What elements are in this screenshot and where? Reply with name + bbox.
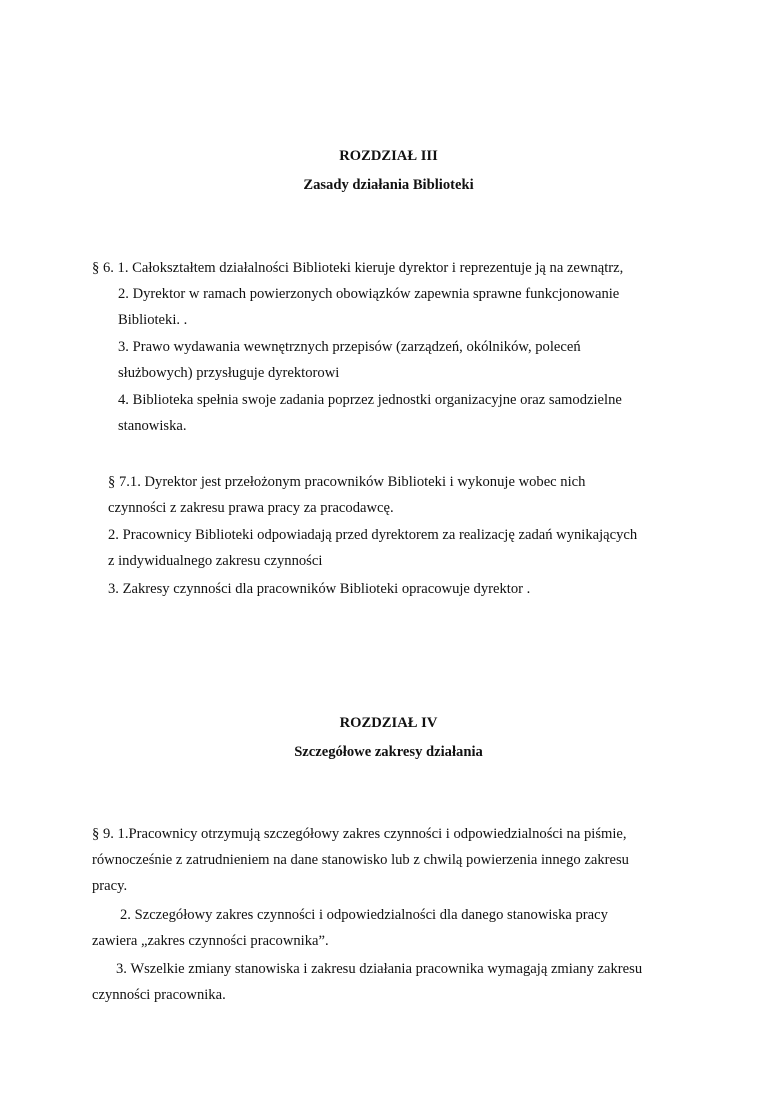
paragraph-line: czynności z zakresu prawa pracy za pracodawcę. xyxy=(108,500,394,516)
paragraph-line: 3. Wszelkie zmiany stanowiska i zakresu działania pracownika wymagają zmiany zakresu xyxy=(116,961,643,977)
paragraph-line: stanowiska. xyxy=(118,418,187,434)
paragraph-line: 2. Szczegółowy zakres czynności i odpowiedzialności dla danego stanowiska pracy xyxy=(120,907,608,923)
paragraph-line: służbowych) przysługuje dyrektorowi xyxy=(118,365,340,381)
paragraph-line: Biblioteki. . xyxy=(118,312,188,328)
paragraph-line: zawiera „zakres czynności pracownika”. xyxy=(92,933,329,949)
paragraph-line: pracy. xyxy=(92,878,128,894)
paragraph-line: § 7.1. Dyrektor jest przełożonym pracowników Biblioteki i wykonuje wobec nich xyxy=(108,474,586,490)
paragraph-line: z indywidualnego zakresu czynności xyxy=(108,553,323,569)
paragraph-line: czynności pracownika. xyxy=(92,987,226,1003)
paragraph-line: 2. Dyrektor w ramach powierzonych obowiązków zapewnia sprawne funkcjonowanie xyxy=(118,286,620,302)
paragraph-line: 3. Prawo wydawania wewnętrznych przepisów (zarządzeń, okólników, poleceń xyxy=(118,339,581,355)
paragraph-line: 4. Biblioteka spełnia swoje zadania poprzez jednostki organizacyjne oraz samodzielne xyxy=(118,392,622,408)
chapter-3-title: ROZDZIAŁ III xyxy=(339,148,438,164)
paragraph-line: równocześnie z zatrudnieniem na dane stanowisko lub z chwilą powierzenia innego zakresu xyxy=(92,852,629,868)
paragraph-line: 2. Pracownicy Biblioteki odpowiadają przed dyrektorem za realizację zadań wynikających xyxy=(108,527,638,543)
paragraph-line: 3. Zakresy czynności dla pracowników Biblioteki opracowuje dyrektor . xyxy=(108,581,531,597)
chapter-4-subtitle: Szczegółowe zakresy działania xyxy=(294,744,483,760)
paragraph-line: § 9. 1.Pracownicy otrzymują szczegółowy zakres czynności i odpowiedzialności na piśmie, xyxy=(92,826,627,842)
paragraph-line: § 6. 1. Całokształtem działalności Biblioteki kieruje dyrektor i reprezentuje ją na zewnątrz, xyxy=(92,260,624,276)
chapter-4-title: ROZDZIAŁ IV xyxy=(339,715,438,731)
chapter-3-subtitle: Zasady działania Biblioteki xyxy=(303,177,474,193)
